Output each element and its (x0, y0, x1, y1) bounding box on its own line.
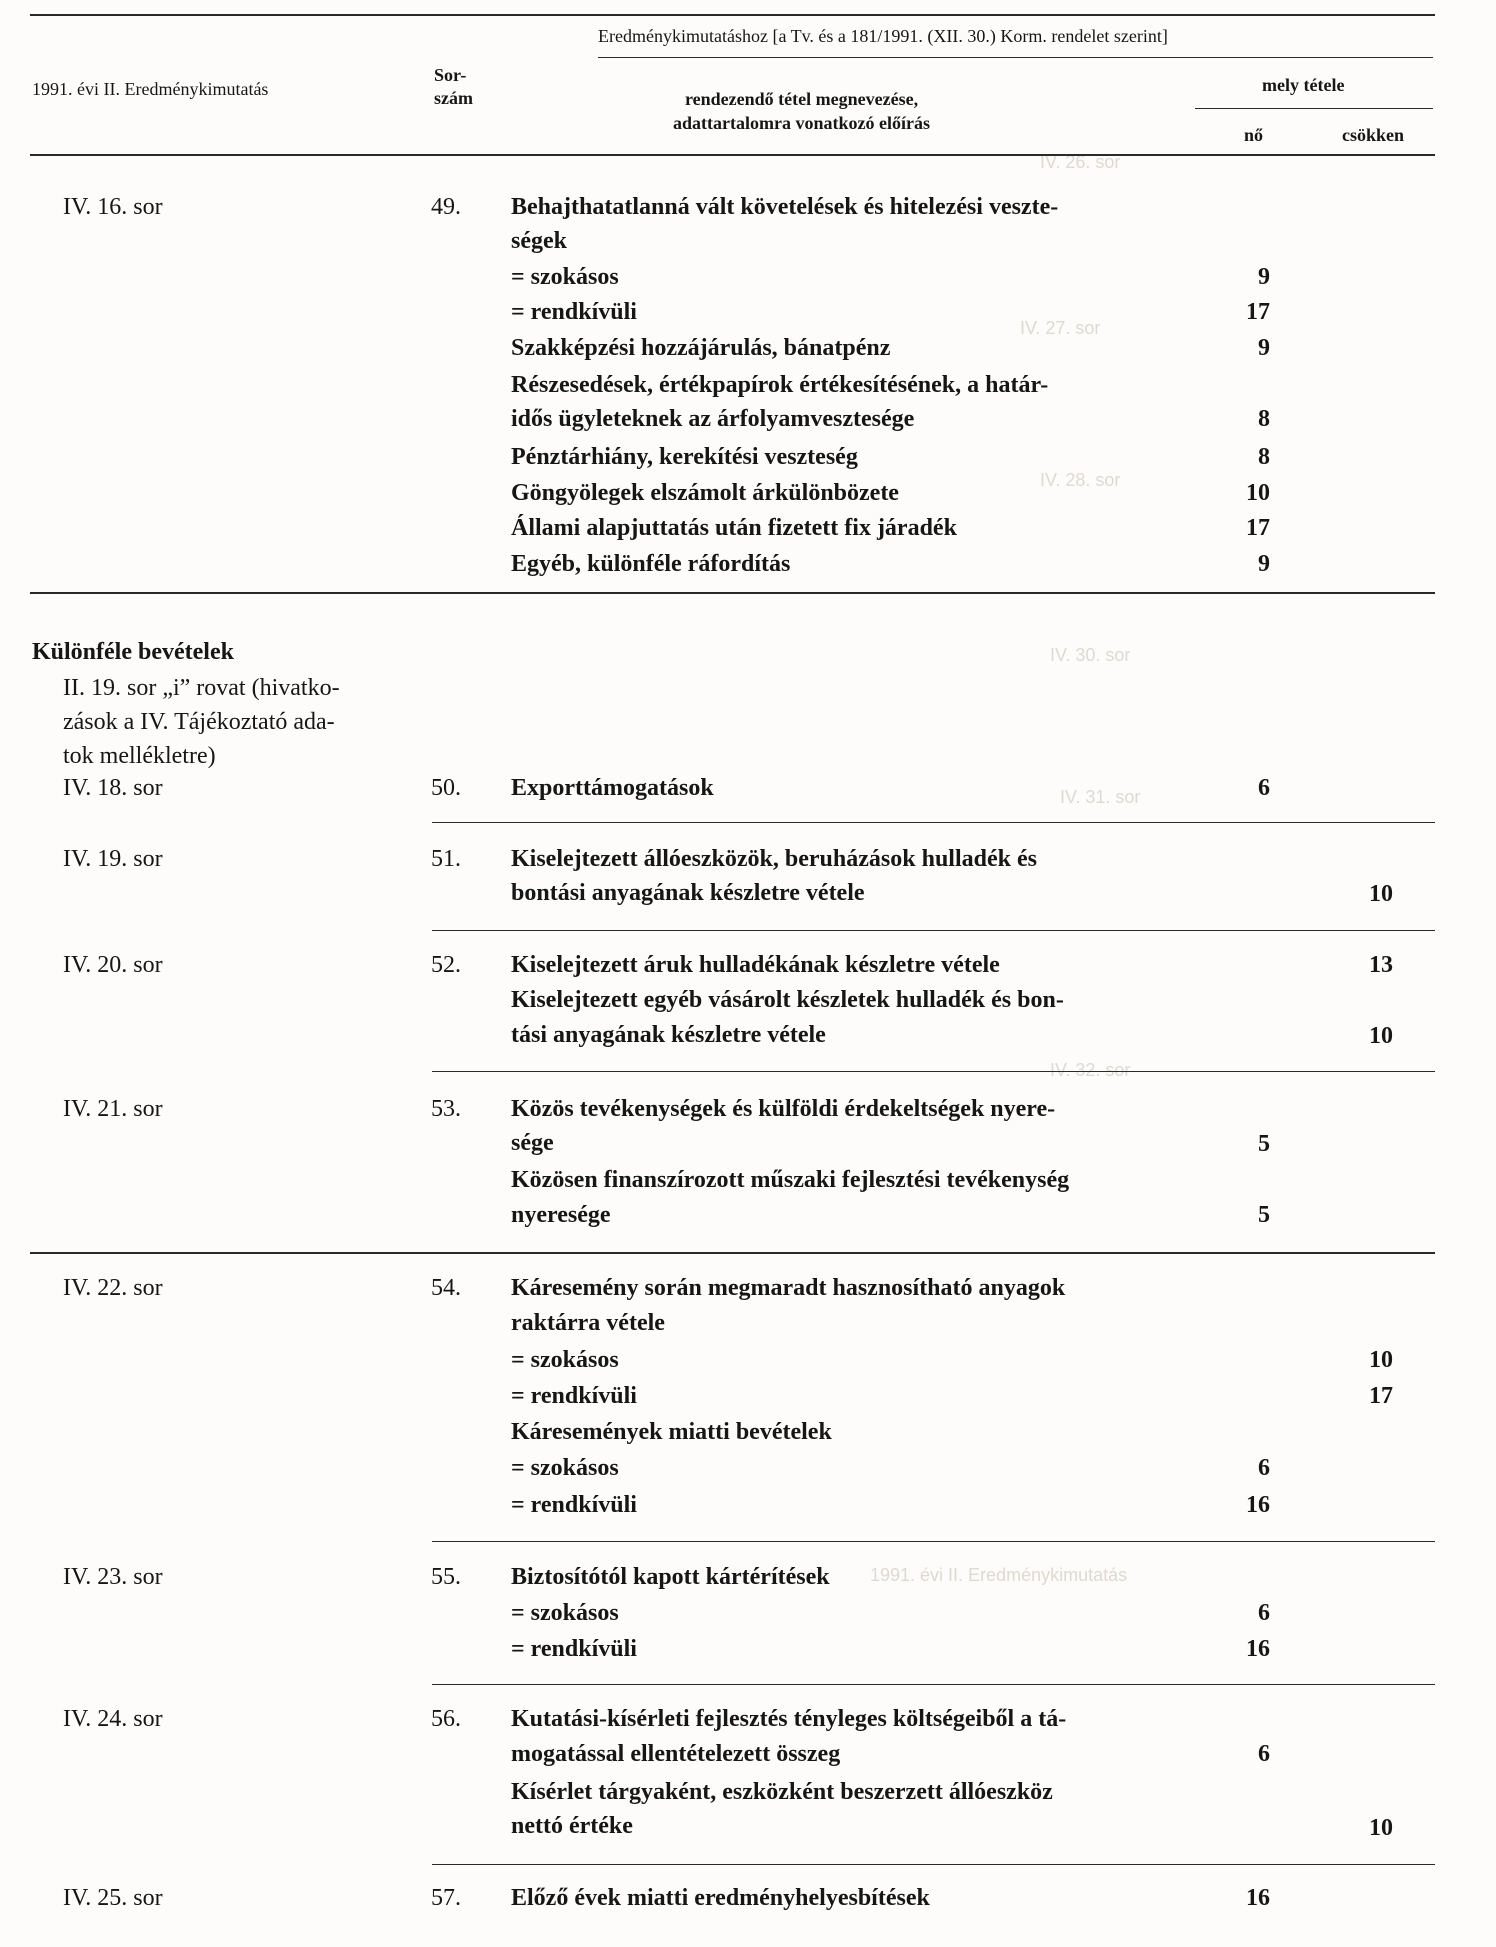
mely-tetele-header: mely tétele (1262, 75, 1345, 95)
csokken-header: csökken (1342, 125, 1405, 145)
mely-tetele-rule (1195, 108, 1433, 109)
item-text: Állami alapjuttatás után fizetett fix járadék (511, 515, 957, 541)
sor-szam-header-2: szám (434, 88, 473, 108)
item-text: raktárra vétele (511, 1310, 665, 1336)
item-text: Exporttámogatások (511, 775, 714, 801)
value-no: 9 (1258, 551, 1270, 577)
row-number: 56. (431, 1706, 461, 1732)
row-rule (432, 1864, 1435, 1865)
row-rule (432, 1541, 1435, 1542)
item-text: = rendkívüli (511, 1383, 637, 1409)
item-text: sége (511, 1130, 554, 1156)
item-text: bontási anyagának készletre vétele (511, 880, 865, 906)
section-rule (30, 1252, 1435, 1254)
item-text: Káresemény során megmaradt hasznosítható anyagok (511, 1275, 1066, 1301)
item-text: Káresemények miatti bevételek (511, 1419, 832, 1445)
item-text: Kiselejtezett áruk hulladékának készletre vétele (511, 952, 1000, 978)
item-text: Egyéb, különféle ráfordítás (511, 551, 791, 577)
item-text: idős ügyleteknek az árfolyamvesztesége (511, 406, 915, 432)
item-text: = szokásos (511, 1455, 619, 1481)
row-ref: IV. 23. sor (63, 1564, 163, 1590)
item-text: Előző évek miatti eredményhelyesbítések (511, 1885, 930, 1911)
sor-szam-header-1: Sor- (434, 65, 467, 85)
item-text: Közösen finanszírozott műszaki fejlesztési tevékenység (511, 1167, 1070, 1193)
value-csokken: 13 (1369, 952, 1393, 978)
item-text: = szokásos (511, 264, 619, 290)
row-rule (432, 1684, 1435, 1685)
row-ref: IV. 25. sor (63, 1885, 163, 1911)
header-bottom-rule (30, 154, 1435, 156)
value-no: 8 (1258, 444, 1270, 470)
value-csokken: 10 (1369, 1347, 1393, 1373)
item-text: = rendkívüli (511, 299, 637, 325)
item-text: Biztosítótól kapott kártérítések (511, 1564, 830, 1590)
item-text: Kutatási-kísérleti fejlesztés tényleges költségeiből a tá- (511, 1706, 1067, 1732)
item-text: = rendkívüli (511, 1636, 637, 1662)
item-text: ségek (511, 228, 567, 254)
row-number: 51. (431, 846, 461, 872)
item-text: mogatással ellentételezett összeg (511, 1741, 841, 1767)
statement-title: 1991. évi II. Eredménykimutatás (32, 79, 269, 99)
row-rule (432, 1071, 1435, 1072)
row-number: 49. (431, 194, 461, 220)
item-text: Kísérlet tárgyaként, eszközként beszerzett állóeszköz (511, 1779, 1053, 1805)
top-rule (30, 14, 1435, 16)
row-number: 57. (431, 1885, 461, 1911)
value-no: 16 (1246, 1492, 1270, 1518)
row-ref: IV. 18. sor (63, 775, 163, 801)
row-number: 54. (431, 1275, 461, 1301)
item-text: nettó értéke (511, 1813, 633, 1839)
row-number: 53. (431, 1096, 461, 1122)
value-no: 9 (1258, 335, 1270, 361)
row-ref: IV. 21. sor (63, 1096, 163, 1122)
value-no: 9 (1258, 264, 1270, 290)
item-text: Közös tevékenységek és külföldi érdekeltségek nyere- (511, 1096, 1056, 1122)
value-no: 5 (1258, 1202, 1270, 1228)
item-text: Részesedések, értékpapírok értékesítésének, a határ- (511, 372, 1049, 398)
section-title: Különféle bevételek (32, 639, 234, 665)
row-ref: IV. 16. sor (63, 194, 163, 220)
value-no: 6 (1258, 1600, 1270, 1626)
row-ref: IV. 19. sor (63, 846, 163, 872)
bleed-through-watermark: IV. 26. sor 1991. évi II. Eredménykimutatás IV. 27. sor IV. 28. sor IV. 30. sor IV. 31. sor IV. 32. sor (870, 152, 1141, 1585)
value-no: 6 (1258, 1455, 1270, 1481)
item-text: = szokásos (511, 1347, 619, 1373)
row-ref: IV. 20. sor (63, 952, 163, 978)
row-number: 52. (431, 952, 461, 978)
item-text: = szokásos (511, 1600, 619, 1626)
section-note: tok mellékletre) (63, 743, 216, 769)
header-rule-right (598, 57, 1433, 58)
row-ref: IV. 24. sor (63, 1706, 163, 1732)
item-header-1: rendezendő tétel megnevezése, (685, 89, 919, 109)
item-text: Szakképzési hozzájárulás, bánatpénz (511, 335, 891, 361)
item-text: Kiselejtezett állóeszközök, beruházások hulladék és (511, 846, 1037, 872)
no-header: nő (1244, 125, 1264, 145)
item-text: tási anyagának készletre vétele (511, 1022, 826, 1048)
item-header-2: adattartalomra vonatkozó előírás (673, 113, 930, 133)
value-no: 8 (1258, 406, 1270, 432)
item-text: = rendkívüli (511, 1492, 637, 1518)
value-csokken: 10 (1369, 881, 1393, 907)
value-no: 17 (1246, 299, 1270, 325)
value-no: 5 (1258, 1131, 1270, 1157)
value-no: 17 (1246, 515, 1270, 541)
value-no: 6 (1258, 1741, 1270, 1767)
row-ref: IV. 22. sor (63, 1275, 163, 1301)
section-note: II. 19. sor „i” rovat (hivatko- (63, 675, 340, 701)
value-no: 16 (1246, 1885, 1270, 1911)
item-text: Kiselejtezett egyéb vásárolt készletek hulladék és bon- (511, 987, 1064, 1013)
item-text: Pénztárhiány, kerekítési veszteség (511, 444, 858, 470)
value-csokken: 17 (1369, 1383, 1393, 1409)
item-text: Behajthatatlanná vált követelések és hitelezési veszte- (511, 194, 1059, 220)
section-note: zások a IV. Tájékoztató ada- (63, 709, 335, 735)
row-rule (432, 822, 1435, 823)
item-text: nyeresége (511, 1202, 611, 1228)
section-rule (30, 592, 1435, 594)
value-no: 6 (1258, 775, 1270, 801)
row-number: 55. (431, 1564, 461, 1590)
source-title: Eredménykimutatáshoz [a Tv. és a 181/1991. (XII. 30.) Korm. rendelet szerint] (598, 26, 1168, 46)
value-no: 16 (1246, 1636, 1270, 1662)
row-rule (432, 930, 1435, 931)
value-csokken: 10 (1369, 1023, 1393, 1049)
row-number: 50. (431, 775, 461, 801)
item-text: Göngyölegek elszámolt árkülönbözete (511, 480, 899, 506)
value-csokken: 10 (1369, 1815, 1393, 1841)
value-no: 10 (1246, 480, 1270, 506)
